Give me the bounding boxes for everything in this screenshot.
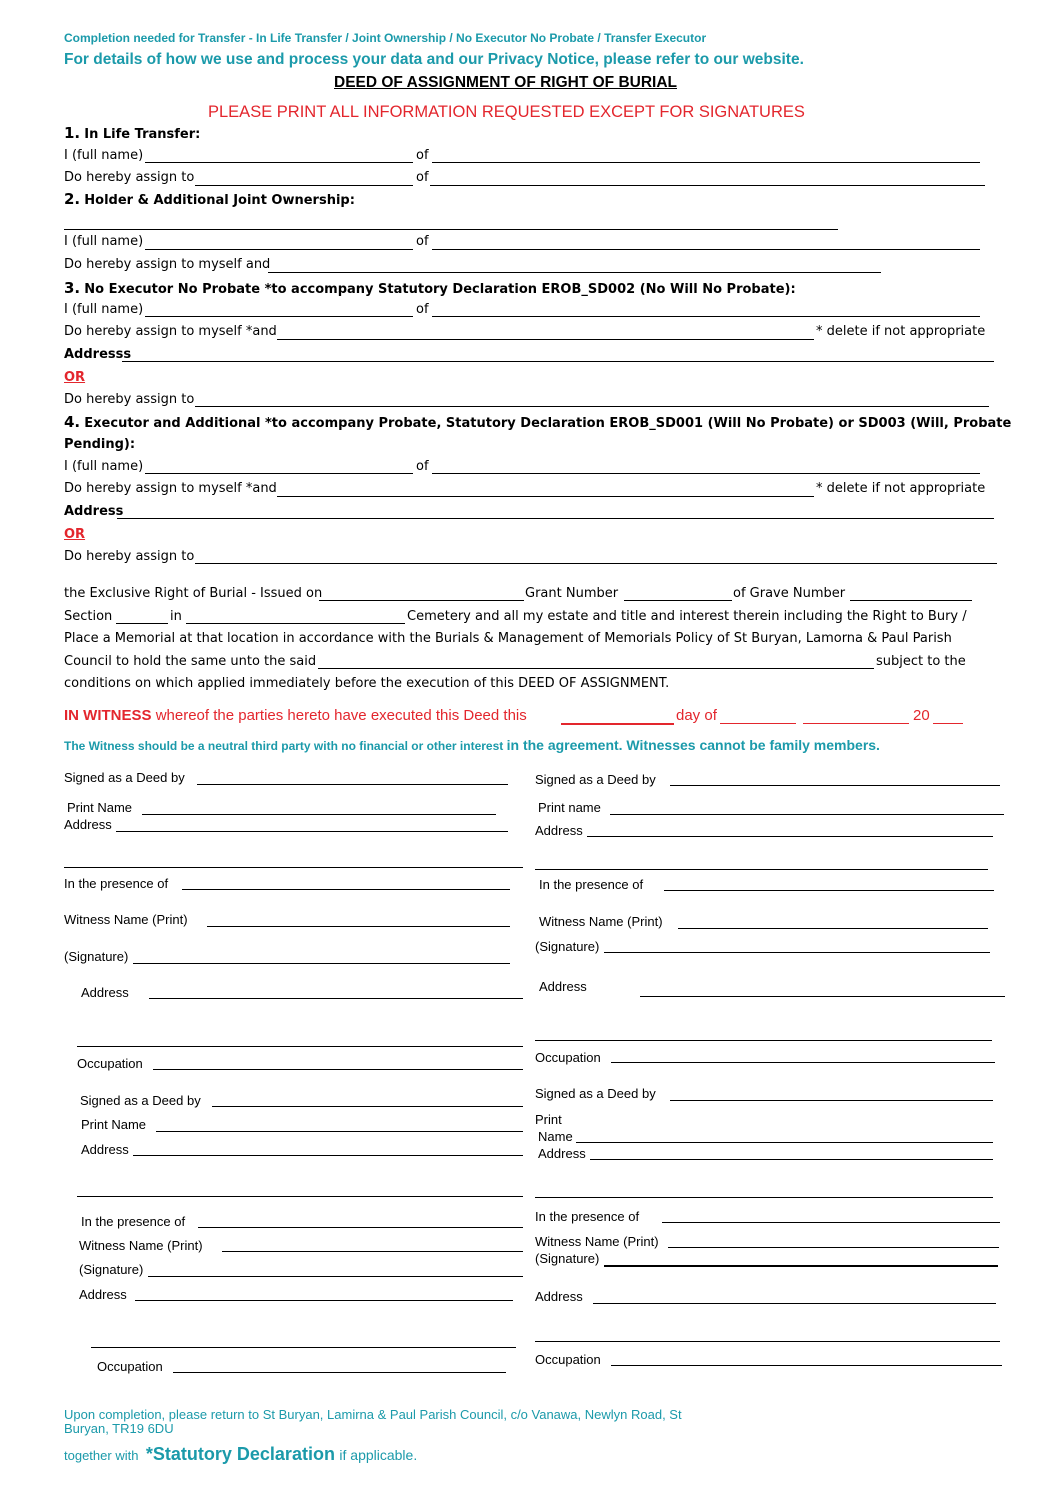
r1-signed-label: Signed as a Deed by [535,772,656,787]
r2-witness-name-field[interactable] [668,1247,999,1248]
r2-signed-field[interactable] [670,1100,993,1101]
l2-presence-label: In the presence of [81,1214,186,1229]
completion-note: Completion needed for Transfer - In Life Transfer / Joint Ownership / No Executor No Probate / Transfer Executor [64,31,707,45]
r1-w-address-label: Address [539,979,587,994]
l1-signed-field[interactable] [197,784,508,785]
in-label: in [170,609,182,624]
deed-year-field[interactable] [933,723,963,724]
r2-occupation-label: Occupation [535,1352,601,1367]
deed-month-field-2[interactable] [803,723,909,724]
l2-signed-label: Signed as a Deed by [80,1093,201,1108]
r2-presence-field[interactable] [662,1222,1000,1223]
l2-occupation-field[interactable] [173,1372,506,1373]
r1-address-label: Address [535,823,583,838]
s1-full-name-label: I (full name) [64,148,144,163]
l2-witness-name-field[interactable] [222,1251,523,1252]
issued-on-label: the Exclusive Right of Burial - Issued on [64,586,323,601]
r2-presence-label: In the presence of [535,1209,640,1224]
page-title: DEED OF ASSIGNMENT OF RIGHT OF BURIAL [334,74,678,91]
s3-or-label: OR [64,370,86,385]
l2-presence-field[interactable] [198,1227,523,1228]
r1-address-field-2[interactable] [535,869,988,870]
r1-w-address-field[interactable] [640,996,1005,997]
l1-w-address-field-2[interactable] [77,1046,523,1047]
privacy-note: For details of how we use and process your data and our Privacy Notice, please refer to our website. [64,51,804,68]
s3-address-label: Addresss [64,347,132,362]
l2-w-address-field-2[interactable] [91,1347,516,1348]
year-label: 20 [913,707,930,724]
s2-full-name-field[interactable] [145,249,413,250]
grant-number-field[interactable] [624,600,732,601]
r1-signed-field[interactable] [670,785,1000,786]
s2-assign-label: Do hereby assign to myself and [64,257,271,272]
policy-text: Place a Memorial at that location in accordance with the Burials & Management of Memorials Policy of St Buryan, Lamorna & Paul Parish [64,631,952,646]
s4-assign-to-field[interactable] [195,563,997,564]
s4-address-field[interactable] [117,518,994,519]
s3-assign-label: Do hereby assign to myself *and [64,324,277,339]
in-witness-line: IN WITNESS whereof the parties hereto have executed this Deed this [64,707,527,724]
r1-print-name-field[interactable] [610,814,1004,815]
l1-presence-field[interactable] [182,889,510,890]
subject-text: subject to the [876,654,966,669]
l2-w-address-label: Address [79,1287,127,1302]
section-4-heading: 4. Executor and Additional *to accompany Probate, Statutory Declaration EROB_SD001 (Will No Probate) or SD003 (Will, Probate [64,413,1012,431]
s3-address-field[interactable] [122,361,994,362]
r1-witness-name-label: Witness Name (Print) [539,914,663,929]
s3-of-label: of [416,302,429,317]
s2-assign-field[interactable] [268,272,881,273]
l1-print-name-field[interactable] [142,814,496,815]
s4-assign-to-label: Do hereby assign to [64,549,195,564]
s4-of-field[interactable] [432,473,980,474]
s1-of-field[interactable] [432,162,980,163]
s3-assign-to-field[interactable] [195,406,989,407]
l2-occupation-label: Occupation [97,1359,163,1374]
l1-address-field[interactable] [116,831,508,832]
r2-w-address-label: Address [535,1289,583,1304]
l1-presence-label: In the presence of [64,876,169,891]
s2-of-label: of [416,234,429,249]
s4-or-label: OR [64,527,86,542]
s3-full-name-field[interactable] [145,316,413,317]
r1-w-address-field-2[interactable] [535,1040,992,1041]
r1-occupation-field[interactable] [611,1062,995,1063]
l2-w-address-field[interactable] [135,1300,513,1301]
s4-assign-label: Do hereby assign to myself *and [64,481,277,496]
s1-of-label: of [416,148,429,163]
r1-address-field[interactable] [587,836,993,837]
r2-address-field[interactable] [590,1159,993,1160]
section-3-heading: 3. No Executor No Probate *to accompany Statutory Declaration EROB_SD002 (No Will No Probate): [64,279,796,297]
l2-signed-field[interactable] [212,1106,523,1107]
r2-signature-field[interactable] [604,1265,998,1267]
l2-address-field-2[interactable] [77,1196,523,1197]
grave-number-label: of Grave Number [733,586,846,601]
s3-delete-note: * delete if not appropriate [816,324,986,339]
council-text: Council to hold the same unto the said [64,654,317,669]
conditions-text: conditions on which applied immediately before the execution of this DEED OF ASSIGNMENT. [64,676,670,691]
deed-day-field[interactable] [561,723,674,725]
s3-full-name-label: I (full name) [64,302,144,317]
r1-witness-name-field[interactable] [678,928,988,929]
l1-address-label: Address [64,817,112,832]
print-instruction: PLEASE PRINT ALL INFORMATION REQUESTED EXCEPT FOR SIGNATURES [208,103,805,121]
s3-of-field[interactable] [432,316,980,317]
r1-print-name-label: Print name [538,800,601,815]
l1-occupation-field[interactable] [153,1069,523,1070]
s4-of-label: of [416,459,429,474]
s1-of-label-2: of [416,170,429,185]
l2-witness-name-label: Witness Name (Print) [79,1238,203,1253]
said-field[interactable] [318,668,874,669]
r2-w-address-field-2[interactable] [535,1341,1000,1342]
s4-full-name-field[interactable] [145,473,413,474]
witness-note: The Witness should be a neutral third party with no financial or other interest in the agreement. Witnesses cannot be family members. [64,737,880,753]
r2-print-name-field[interactable] [576,1142,993,1143]
l1-signature-label: (Signature) [64,949,129,964]
s4-delete-note: * delete if not appropriate [816,481,986,496]
l1-witness-name-field[interactable] [207,926,510,927]
r2-w-address-field[interactable] [593,1303,996,1304]
grave-number-field[interactable] [850,600,972,601]
s2-full-name-label: I (full name) [64,234,144,249]
l2-print-name-field[interactable] [156,1131,523,1132]
deed-month-field[interactable] [720,723,796,724]
s2-holder-field[interactable] [64,229,838,230]
s1-assign-label: Do hereby assign to [64,170,195,185]
return-address-line-2: Buryan, TR19 6DU [64,1421,174,1436]
r1-occupation-label: Occupation [535,1050,601,1065]
s2-of-field[interactable] [432,249,980,250]
s4-full-name-label: I (full name) [64,459,144,474]
l1-w-address-field[interactable] [149,998,523,999]
r1-presence-label: In the presence of [539,877,644,892]
l2-print-name-label: Print Name [81,1117,147,1132]
l2-signature-label: (Signature) [79,1262,144,1277]
s1-assign-field[interactable] [195,185,413,186]
section-1-heading: 1. In Life Transfer: [64,124,201,142]
l1-signed-label: Signed as a Deed by [64,770,185,785]
cemetery-field[interactable] [186,623,405,624]
section-4-heading-2: Pending): [64,437,136,452]
l1-signature-field[interactable] [133,963,510,964]
l1-witness-name-label: Witness Name (Print) [64,912,188,927]
r2-signed-label: Signed as a Deed by [535,1086,656,1101]
l1-address-field-2[interactable] [64,867,523,868]
section-field[interactable] [116,623,168,624]
section-2-heading: 2. Holder & Additional Joint Ownership: [64,190,355,208]
statutory-declaration-note: together with *Statutory Declaration if applicable. [64,1444,418,1464]
s1-full-name-field[interactable] [145,162,413,163]
s3-assign-field[interactable] [277,339,814,340]
s4-assign-field[interactable] [277,496,814,497]
s1-of-field-2[interactable] [430,185,985,186]
r1-signature-field[interactable] [604,952,990,953]
r2-signature-label: (Signature) [535,1251,600,1266]
s3-assign-to-label: Do hereby assign to [64,392,195,407]
grant-number-label: Grant Number [525,586,619,601]
section-label: Section [64,609,113,624]
r2-print-label: Print [535,1112,562,1127]
day-of-label: day of [676,707,717,724]
r2-witness-name-label: Witness Name (Print) [535,1234,659,1249]
cemetery-text: Cemetery and all my estate and title and interest therein including the Right to Bury / [407,609,967,624]
l2-address-label: Address [81,1142,129,1157]
r1-signature-label: (Signature) [535,939,600,954]
r2-name-label: Name [538,1129,573,1144]
l2-signature-field[interactable] [148,1276,523,1277]
s4-address-label: Address [64,504,124,519]
l1-w-address-label: Address [81,985,129,1000]
l1-print-name-label: Print Name [67,800,133,815]
return-address-line-1: Upon completion, please return to St Buryan, Lamirna & Paul Parish Council, c/o Vanawa, Newlyn Road, St [64,1407,682,1422]
l1-occupation-label: Occupation [77,1056,143,1071]
r2-occupation-field[interactable] [611,1365,1002,1366]
l2-address-field[interactable] [133,1155,523,1156]
issued-on-field[interactable] [319,600,524,601]
r2-address-field-2[interactable] [535,1197,993,1198]
r2-address-label: Address [538,1146,586,1161]
r1-presence-field[interactable] [664,890,994,891]
